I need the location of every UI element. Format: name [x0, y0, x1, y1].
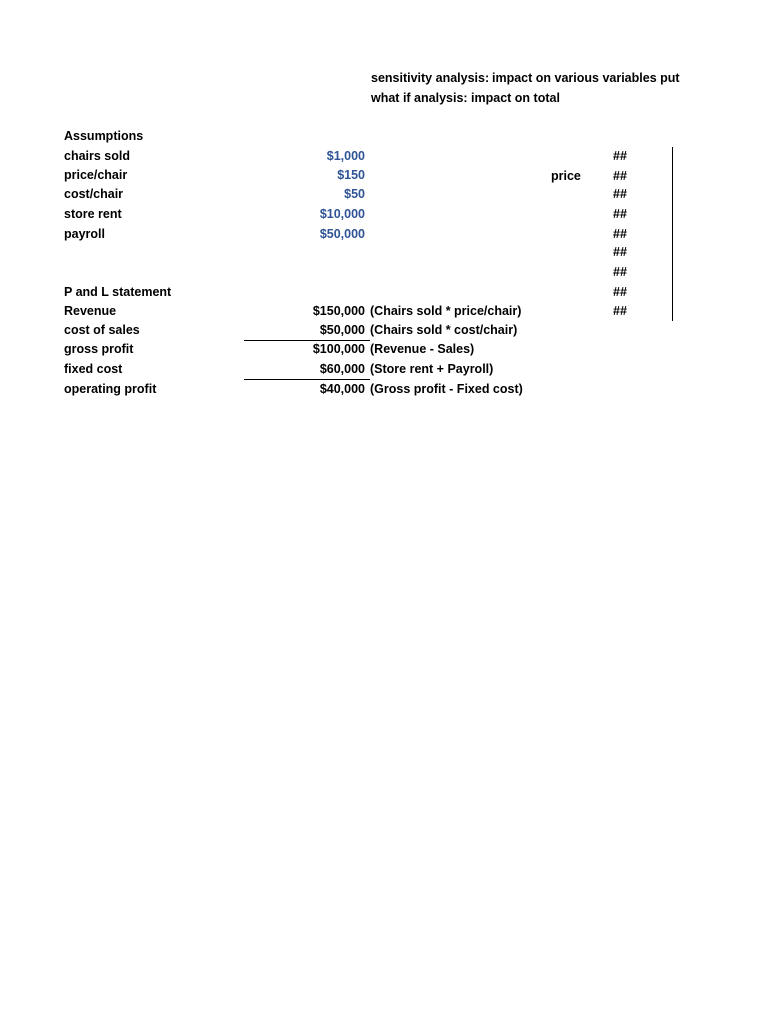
sensitivity-cell: ##	[613, 227, 627, 241]
sensitivity-cell: ##	[613, 245, 627, 259]
pl-label-cost-of-sales: cost of sales	[64, 323, 140, 337]
sensitivity-cell: ##	[613, 169, 627, 183]
price-label: price	[551, 169, 581, 183]
pl-formula-fixed-cost: (Store rent + Payroll)	[370, 362, 494, 376]
sensitivity-analysis-text: impact on various variables put	[492, 71, 680, 85]
what-if-analysis-text: what if analysis: impact on total	[371, 91, 560, 105]
sensitivity-analysis-label: sensitivity analysis:	[371, 71, 490, 85]
pl-formula-gross-profit: (Revenue - Sales)	[370, 342, 475, 356]
pl-statement-title: P and L statement	[64, 285, 172, 299]
pl-formula-cost-of-sales: (Chairs sold * cost/chair)	[370, 323, 518, 337]
assumption-value-cost-chair: $50	[344, 187, 365, 201]
pl-value-operating-profit: $40,000	[319, 382, 365, 396]
sensitivity-cell: ##	[613, 149, 627, 163]
pl-label-gross-profit: gross profit	[64, 342, 134, 356]
pl-value-cost-of-sales: $50,000	[319, 323, 365, 337]
assumption-value-store-rent: $10,000	[319, 207, 365, 221]
pl-value-gross-profit: $100,000	[312, 342, 365, 356]
assumption-label-chairs-sold: chairs sold	[64, 149, 130, 163]
sensitivity-cell: ##	[613, 285, 627, 299]
pl-label-revenue: Revenue	[64, 304, 117, 318]
pl-label-fixed-cost: fixed cost	[64, 362, 123, 376]
pl-label-operating-profit: operating profit	[64, 382, 157, 396]
pl-value-fixed-cost: $60,000	[319, 362, 365, 376]
pl-formula-revenue: (Chairs sold * price/chair)	[370, 304, 522, 318]
pl-formula-operating-profit: (Gross profit - Fixed cost)	[370, 382, 523, 396]
assumption-label-price-chair: price/chair	[64, 168, 128, 182]
total-underline	[244, 379, 370, 380]
sensitivity-table-border	[672, 147, 673, 321]
assumption-label-payroll: payroll	[64, 227, 105, 241]
assumption-label-store-rent: store rent	[64, 207, 122, 221]
pl-value-revenue: $150,000	[312, 304, 365, 318]
assumption-value-price-chair: $150	[337, 168, 365, 182]
assumption-value-chairs-sold: $1,000	[326, 149, 365, 163]
sensitivity-cell: ##	[613, 207, 627, 221]
sensitivity-cell: ##	[613, 304, 627, 318]
sensitivity-cell: ##	[613, 265, 627, 279]
assumption-label-cost-chair: cost/chair	[64, 187, 124, 201]
assumption-value-payroll: $50,000	[319, 227, 365, 241]
sensitivity-cell: ##	[613, 187, 627, 201]
assumptions-title: Assumptions	[64, 129, 144, 143]
